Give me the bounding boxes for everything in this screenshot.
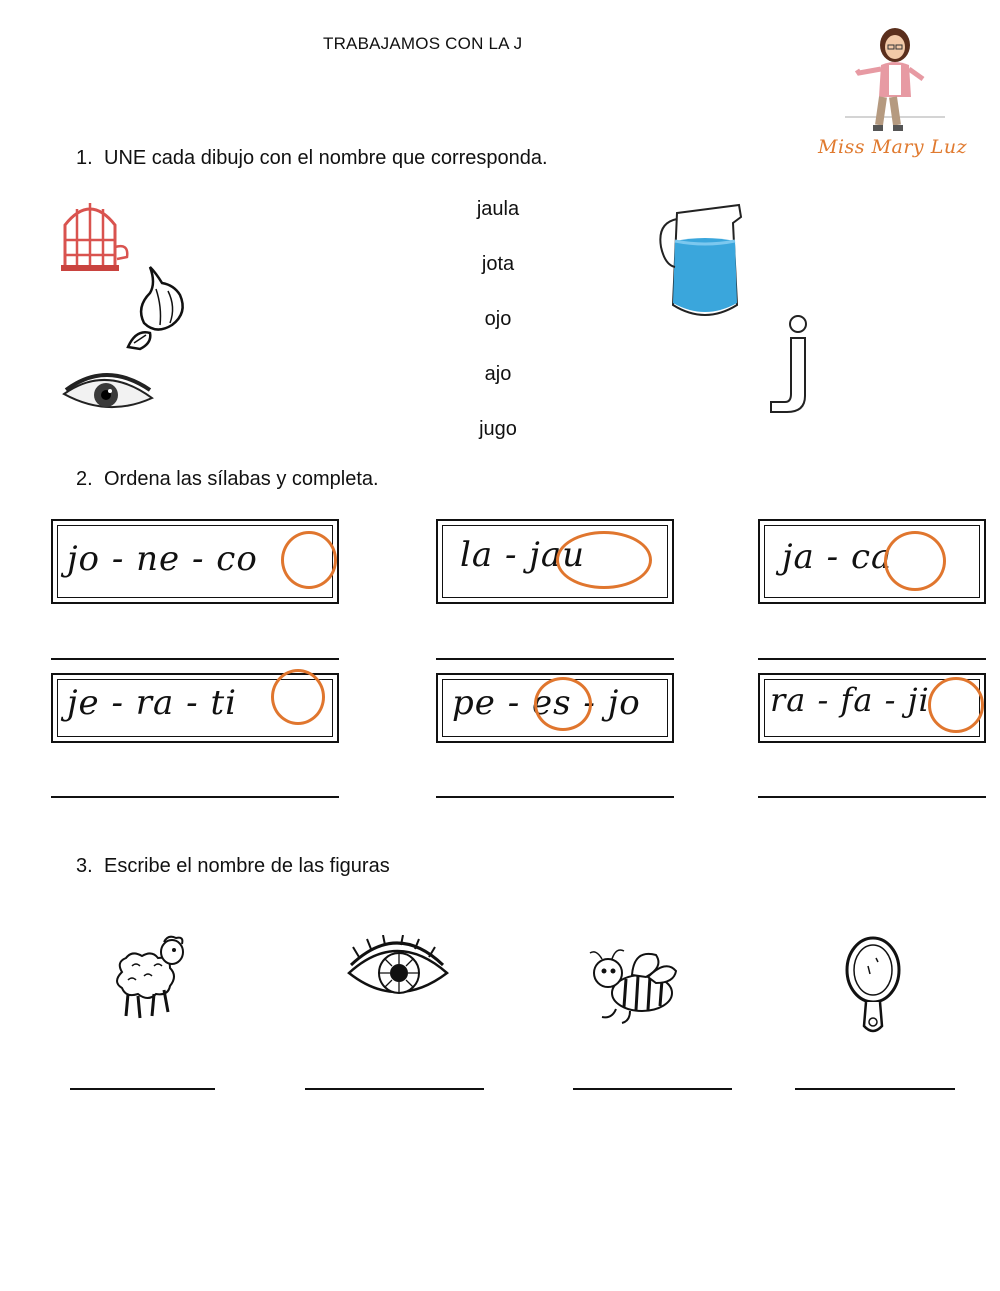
highlight-circle	[534, 677, 592, 731]
separator: -	[826, 537, 840, 577]
highlight-circle	[271, 669, 325, 725]
syllable: jo	[67, 539, 101, 579]
answer-line[interactable]	[436, 658, 674, 660]
bee-icon	[586, 945, 680, 1030]
teacher-avatar	[845, 25, 955, 145]
section-1-heading	[76, 147, 548, 170]
section-3-instruction: Escribe el nombre de las figuras	[104, 855, 390, 877]
word-list-item: jaula	[476, 198, 520, 220]
answer-line[interactable]	[436, 796, 674, 798]
eye-icon	[60, 368, 156, 421]
answer-line[interactable]	[70, 1088, 215, 1090]
word-list-item: ajo	[484, 363, 512, 385]
syllable: fa	[840, 681, 874, 719]
syllable: ra	[770, 681, 807, 719]
separator: -	[111, 683, 124, 723]
section-2-heading	[76, 468, 379, 491]
section-3-heading	[76, 855, 390, 878]
word-list-item: ojo	[484, 308, 512, 330]
separator: -	[191, 539, 205, 579]
syllable: la	[460, 535, 494, 575]
syllable-highlighted: jau	[529, 535, 585, 575]
syllable: ra	[135, 683, 175, 723]
highlight-circle	[884, 531, 946, 591]
syllable-box	[51, 519, 339, 604]
page-title: TRABAJAMOS CON LA J	[323, 34, 523, 53]
answer-line[interactable]	[758, 658, 986, 660]
syllable-highlighted: ji	[907, 681, 930, 719]
syllable-highlighted: ca	[850, 537, 893, 577]
section-1-number: 1.	[76, 147, 93, 169]
garlic-icon	[122, 263, 196, 358]
syllable-highlighted: ti	[210, 683, 237, 723]
section-2-instruction: Ordena las sílabas y completa.	[104, 468, 379, 490]
mirror-icon	[840, 936, 906, 1041]
word-list-item: jota	[481, 253, 515, 275]
syllable-box	[758, 519, 986, 604]
answer-line[interactable]	[758, 796, 986, 798]
teacher-figure-icon	[845, 25, 955, 145]
answer-line[interactable]	[51, 658, 339, 660]
syllable: ja	[782, 537, 815, 577]
separator: -	[884, 681, 897, 719]
answer-line[interactable]	[795, 1088, 955, 1090]
syllable: je	[67, 683, 100, 723]
answer-line[interactable]	[51, 796, 339, 798]
section-3-number: 3.	[76, 855, 93, 877]
separator: -	[583, 683, 596, 723]
highlight-circle	[556, 531, 652, 589]
separator: -	[817, 681, 830, 719]
highlight-circle	[928, 677, 984, 733]
brand-logo-text: Miss Mary Luz	[818, 136, 968, 158]
pitcher-icon	[655, 195, 750, 330]
eye-icon	[343, 935, 453, 1012]
separator: -	[186, 683, 199, 723]
syllable-highlighted: co	[216, 539, 258, 579]
syllable-highlighted: es	[532, 683, 572, 723]
sheep-icon	[108, 932, 192, 1029]
syllable: pe	[452, 683, 496, 723]
word-list-item: jugo	[479, 418, 517, 440]
separator: -	[111, 539, 125, 579]
separator: -	[507, 683, 521, 723]
syllable: jo	[607, 683, 641, 723]
syllable: ne	[136, 539, 181, 579]
syllable-box	[436, 519, 674, 604]
syllable-box	[51, 673, 339, 743]
section-2-number: 2.	[76, 468, 93, 490]
answer-line[interactable]	[573, 1088, 732, 1090]
separator: -	[504, 535, 518, 575]
answer-line[interactable]	[305, 1088, 484, 1090]
syllable-box	[758, 673, 986, 743]
section-1-instruction: UNE cada dibujo con el nombre que corresponda.	[104, 147, 548, 169]
letter-j-icon	[765, 314, 815, 419]
syllable-box	[436, 673, 674, 743]
highlight-circle	[281, 531, 337, 589]
